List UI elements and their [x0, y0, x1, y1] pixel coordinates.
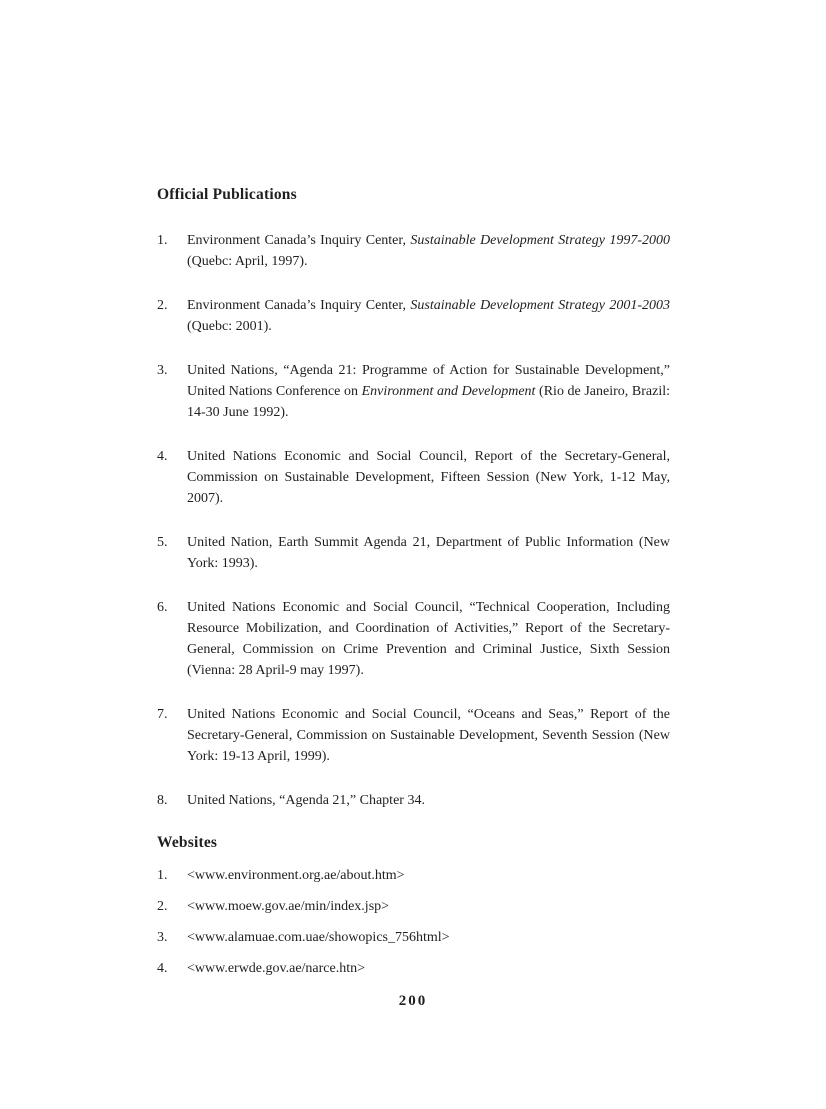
reference-item	[157, 790, 670, 811]
item-number: 4.	[157, 449, 168, 464]
text-segment: <www.environment.org.ae/about.htm>	[187, 868, 405, 883]
section-websites	[157, 834, 670, 979]
reference-item	[157, 704, 670, 767]
section-official-publications	[157, 186, 670, 811]
text-segment: <www.erwde.gov.ae/narce.htn>	[187, 961, 366, 976]
text-segment: United Nation, Earth Summit Agenda 21, Department of Public Information (New York: 1993).	[187, 535, 670, 571]
reference-item	[157, 532, 670, 574]
item-text	[187, 927, 670, 948]
text-segment: Environment and Development	[361, 384, 536, 399]
item-text	[187, 597, 670, 681]
page-number: 200	[398, 993, 428, 1009]
item-number: 3.	[157, 363, 168, 378]
item-text	[187, 295, 670, 337]
text-segment: <www.moew.gov.ae/min/index.jsp>	[187, 899, 390, 914]
text-segment: United Nations Economic and Social Council, “Technical Cooperation, Including Resource Mobilization, and Coordination of Activities,” Report of the Secretary-General, Commission on Crime Prevention and Criminal Justice, Sixth Session (Vienna: 28 April-9 may 1997).	[187, 600, 670, 678]
text-segment: Sustainable Development Strategy 1997-2000	[410, 233, 670, 248]
text-segment: Sustainable Development Strategy 2001-2003	[410, 298, 670, 313]
item-text	[187, 865, 670, 886]
item-text	[187, 790, 670, 811]
reference-item	[157, 958, 670, 979]
item-number: 7.	[157, 707, 168, 722]
item-text	[187, 446, 670, 509]
item-number: 1.	[157, 868, 168, 883]
item-number: 8.	[157, 793, 168, 808]
reference-item	[157, 896, 670, 917]
text-segment: (Quebc: April, 1997).	[187, 254, 308, 269]
reference-list	[157, 230, 670, 811]
item-text	[187, 532, 670, 574]
reference-item	[157, 446, 670, 509]
item-number: 4.	[157, 961, 168, 976]
text-segment: <www.alamuae.com.uae/showopics_756html>	[187, 930, 450, 945]
item-text	[187, 230, 670, 272]
reference-list	[157, 865, 670, 979]
reference-item	[157, 865, 670, 886]
text-segment: Environment Canada’s Inquiry Center,	[187, 298, 411, 313]
section-heading: Websites	[157, 834, 218, 851]
text-segment: United Nations, “Agenda 21,” Chapter 34.	[187, 793, 425, 808]
section-heading: Official Publications	[157, 186, 297, 203]
item-number: 3.	[157, 930, 168, 945]
item-number: 2.	[157, 899, 168, 914]
text-segment: United Nations, “Agenda 21: Programme of Action for Sustainable Development,” United Nations Conference on	[187, 363, 670, 399]
text-segment: Environment Canada’s Inquiry Center,	[187, 233, 411, 248]
item-number: 6.	[157, 600, 168, 615]
text-segment: United Nations Economic and Social Council, Report of the Secretary-General, Commission on Sustainable Development, Fifteen Session (New York, 1-12 May, 2007).	[187, 449, 670, 506]
references-content	[157, 186, 670, 989]
item-text	[187, 896, 670, 917]
text-segment: (Quebc: 2001).	[187, 319, 272, 334]
item-text	[187, 360, 670, 423]
item-number: 2.	[157, 298, 168, 313]
reference-item	[157, 230, 670, 272]
item-text	[187, 704, 670, 767]
item-number: 1.	[157, 233, 168, 248]
item-number: 5.	[157, 535, 168, 550]
reference-item	[157, 927, 670, 948]
reference-item	[157, 360, 670, 423]
text-segment: United Nations Economic and Social Council, “Oceans and Seas,” Report of the Secretary-General, Commission on Sustainable Development, Seventh Session (New York: 19-13 April, 1999).	[187, 707, 670, 764]
text-segment: (Rio de Janeiro, Brazil: 14-30 June 1992).	[187, 384, 670, 420]
document-footer	[0, 992, 826, 1010]
item-text	[187, 958, 670, 979]
reference-item	[157, 597, 670, 681]
reference-item	[157, 295, 670, 337]
